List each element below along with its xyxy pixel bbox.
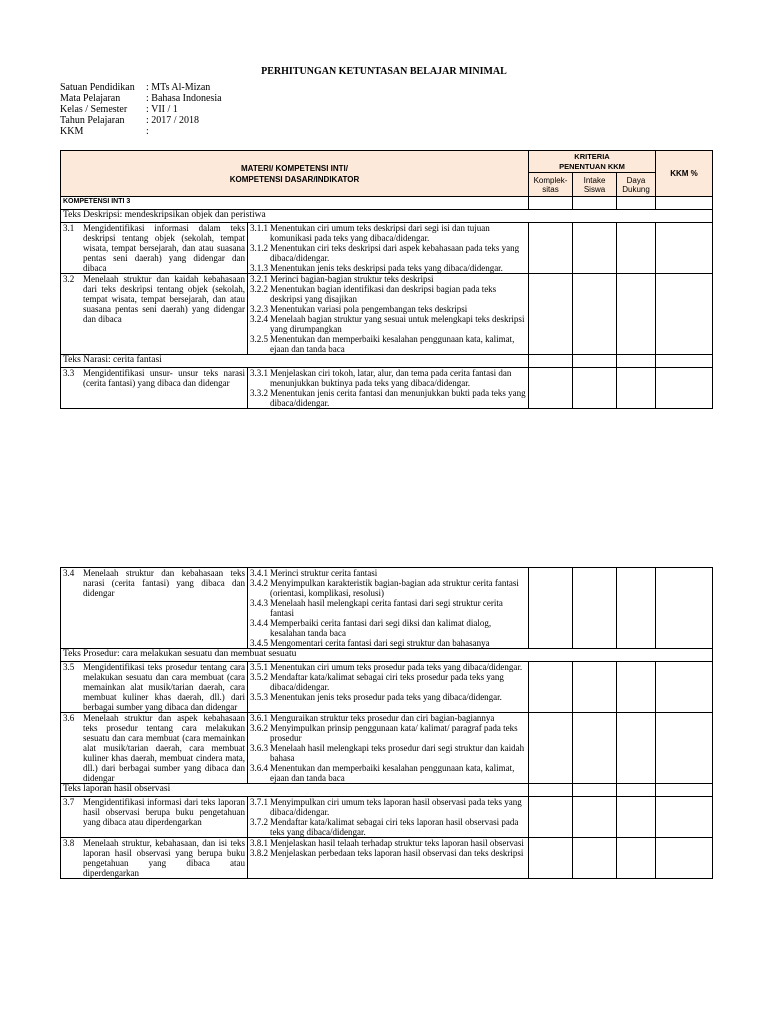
cell — [529, 197, 573, 210]
kd-row-3-2 — [61, 274, 713, 355]
indicator-text: Menjelaskan ciri tokoh, latar, alur, dan tema pada cerita fantasi dan menunjukkan buktinya pada teks yang dibaca/didengar. — [270, 368, 512, 388]
cell — [656, 797, 713, 838]
kd-cell — [61, 797, 248, 838]
indicator-text: Menyimpulkan prinsip penggunaan kata/ kalimat/ paragraf pada teks prosedur — [270, 723, 518, 743]
info-label: Tahun Pelajaran — [60, 115, 125, 126]
cell — [617, 838, 656, 879]
cell — [573, 274, 617, 355]
indicator-text: Menelaah bagian struktur yang sesuai untuk melengkapi teks deskripsi yang dirumpangkan — [270, 314, 525, 334]
kd-number: 3.1 — [63, 223, 75, 233]
indicator-text: Menentukan ciri teks deskripsi dari aspek kebahasaan pada teks yang dibaca/didengar. — [270, 243, 520, 263]
header-materi-line1: MATERI/ KOMPETENSI INTI/ — [241, 163, 348, 173]
indicator-number: 3.1.3 — [250, 263, 268, 273]
info-value: : 2017 / 2018 — [146, 115, 200, 126]
cell — [617, 568, 656, 649]
cell — [529, 838, 573, 879]
kd-text: Menelaah struktur dan aspek kebahasaan teks prosedur tentang cara melakukan sesuatu dan cara membuat (cara memainkan alat musik/tarian daerah, cara membuat kuliner khas daerah, membuat cindera mata, dll.) dari berbagai sumber yang dibaca dan didengar — [83, 713, 245, 783]
indicator-cell — [248, 274, 529, 355]
indicator-text: Merinci bagian-bagian struktur teks deskripsi — [270, 274, 434, 284]
indicator-number: 3.2.3 — [250, 304, 268, 314]
header-kriteria-line1: KRITERIA — [574, 151, 610, 161]
kd-cell — [61, 662, 248, 713]
cell — [573, 662, 617, 713]
indicator-number: 3.8.1 — [250, 838, 268, 848]
cell — [656, 662, 713, 713]
cell — [617, 355, 656, 368]
kd-number: 3.7 — [63, 797, 75, 807]
header-row — [61, 151, 713, 173]
indicator-number: 3.5.3 — [250, 692, 268, 702]
info-row-satuan — [60, 82, 222, 93]
cell — [656, 223, 713, 274]
indicator-number: 3.8.2 — [250, 848, 268, 858]
cell — [656, 713, 713, 784]
indicator-number: 3.7.2 — [250, 817, 268, 827]
cell — [617, 662, 656, 713]
info-row-mapel — [60, 93, 222, 104]
kd-row-3-8 — [61, 838, 713, 879]
cell — [617, 784, 656, 797]
kd-number: 3.3 — [63, 368, 75, 378]
section-title: Teks Deskripsi: mendeskripsikan objek dan peristiwa — [61, 210, 713, 223]
kkm-table-1 — [60, 150, 713, 409]
indicator-text: Merinci struktur cerita fantasi — [270, 568, 378, 578]
cell — [573, 223, 617, 274]
info-value: : VII / 1 — [146, 104, 178, 115]
cell — [617, 197, 656, 210]
indicator-number: 3.6.4 — [250, 763, 268, 773]
indicator-number: 3.5.1 — [250, 662, 268, 672]
cell — [656, 355, 713, 368]
kd-text: Mengidentifikasi informasi dari teks laporan hasil observasi berupa buku pengetahuan yang dibaca atau diperdengarkan — [83, 797, 245, 827]
indicator-text: Menyimpulkan karakteristik bagian-bagian ada struktur cerita fantasi (orientasi, komplikasi, resolusi) — [270, 578, 519, 598]
cell — [617, 274, 656, 355]
kd-row-3-5 — [61, 662, 713, 713]
section-row — [61, 649, 713, 662]
kd-number: 3.2 — [63, 274, 75, 284]
kkm-table-2 — [60, 567, 713, 879]
indicator-text: Menentukan variasi pola pengembangan teks deskripsi — [270, 304, 468, 314]
kd-text: Mengidentifikasi informasi dalam teks deskripsi tentang objek (sekolah, tempat wisata, tempat bersejarah, dan atau suasana pentas seni daerah) yang didengar dan dibaca — [83, 223, 245, 273]
indicator-text: Memperbaiki cerita fantasi dari segi diksi dan kalimat dialog, kesalahan tanda baca — [270, 618, 492, 638]
indicator-cell — [248, 838, 529, 879]
kd-cell — [61, 713, 248, 784]
cell — [529, 713, 573, 784]
cell — [573, 797, 617, 838]
indicator-number: 3.6.2 — [250, 723, 268, 733]
cell — [529, 368, 573, 409]
kd-row-3-6 — [61, 713, 713, 784]
indicator-number: 3.3.2 — [250, 388, 268, 398]
info-value: : MTs Al-Mizan — [146, 82, 211, 93]
indicator-number: 3.4.5 — [250, 638, 268, 648]
cell — [617, 797, 656, 838]
cell — [573, 713, 617, 784]
page-title: PERHITUNGAN KETUNTASAN BELAJAR MINIMAL — [261, 66, 507, 77]
header-kkm: KKM % — [656, 151, 713, 197]
header-kriteria-line2: PENENTUAN KKM — [559, 161, 625, 171]
header-materi — [61, 151, 529, 197]
kd-cell — [61, 838, 248, 879]
indicator-number: 3.1.2 — [250, 243, 268, 253]
indicator-number: 3.4.1 — [250, 568, 268, 578]
cell — [573, 784, 617, 797]
indicator-cell — [248, 223, 529, 274]
cell — [529, 223, 573, 274]
indicator-number: 3.3.1 — [250, 368, 268, 378]
section-row — [61, 355, 713, 368]
cell — [656, 838, 713, 879]
indicator-number: 3.1.1 — [250, 223, 268, 233]
kd-number: 3.5 — [63, 662, 75, 672]
kd-row-3-1 — [61, 223, 713, 274]
info-row-kkm — [60, 126, 222, 137]
kd-cell — [61, 568, 248, 649]
indicator-text: Mendaftar kata/kalimat sebagai ciri teks laporan hasil observasi pada teks yang dibaca/didengar. — [270, 817, 519, 837]
info-label: Kelas / Semester — [60, 104, 128, 115]
indicator-number: 3.6.3 — [250, 743, 268, 753]
cell — [573, 838, 617, 879]
indicator-text: Menentukan ciri umum teks deskripsi dari segi isi dan tujuan komunikasi pada teks yang dibaca/didengar. — [270, 223, 490, 243]
cell — [617, 368, 656, 409]
section-title: Teks Narasi: cerita fantasi — [61, 355, 529, 368]
cell — [656, 568, 713, 649]
section-title: Teks Prosedur: cara melakukan sesuatu dan membuat sesuatu — [61, 649, 713, 662]
indicator-text: Menelaah hasil melengkapi cerita fantasi dari segi struktur cerita fantasi — [270, 598, 503, 618]
cell — [573, 368, 617, 409]
indicator-number: 3.6.1 — [250, 713, 268, 723]
indicator-text: Menyimpulkan ciri umum teks laporan hasil observasi pada teks yang dibaca/didengar. — [270, 797, 522, 817]
kd-row-3-3 — [61, 368, 713, 409]
kd-number: 3.4 — [63, 568, 75, 578]
indicator-cell — [248, 368, 529, 409]
cell — [573, 355, 617, 368]
kd-text: Menelaah struktur dan kaidah kebahasaan dari teks deskripsi tentang objek (sekolah, tempat wisata, tempat bersejarah, dan atau suasana pentas seni daerah) yang didengar dan dibaca — [83, 274, 245, 324]
indicator-cell — [248, 713, 529, 784]
info-row-tahun — [60, 115, 222, 126]
info-label: Mata Pelajaran — [60, 93, 121, 104]
indicator-text: Menjelaskan hasil telaah terhadap struktur teks laporan hasil observasi — [270, 838, 524, 848]
indicator-number: 3.4.3 — [250, 598, 268, 608]
header-intake: Intake Siswa — [573, 173, 617, 197]
cell — [529, 662, 573, 713]
kd-row-3-4 — [61, 568, 713, 649]
indicator-text: Menentukan jenis teks prosedur pada teks yang dibaca/didengar. — [270, 692, 502, 702]
info-label: KKM — [60, 126, 84, 137]
info-row-kelas — [60, 104, 222, 115]
cell — [656, 274, 713, 355]
kd-text: Mengidentifikasi teks prosedur tentang cara melakukan sesuatu dan cara membuat (cara memainkan alat musik/tarian daerah, cara membuat kuliner khas daerah, dll.) dari berbagai sumber yang dibaca dan didengar — [83, 662, 245, 712]
header-materi-line2: KOMPETENSI DASAR/INDIKATOR — [229, 174, 360, 184]
info-value: : — [146, 126, 149, 137]
header-daya-dukung: Daya Dukung — [617, 173, 656, 197]
ki-row — [61, 197, 713, 210]
cell — [617, 713, 656, 784]
indicator-text: Menjelaskan perbedaan teks laporan hasil observasi dan teks deskripsi — [270, 848, 524, 858]
indicator-number: 3.2.2 — [250, 284, 268, 294]
cell — [529, 784, 573, 797]
kd-text: Mengidentifikasi unsur- unsur teks narasi (cerita fantasi) yang dibaca dan didengar — [83, 368, 245, 388]
kd-cell — [61, 368, 248, 409]
info-value: : Bahasa Indonesia — [146, 93, 222, 104]
indicator-text: Menentukan ciri umum teks prosedur pada teks yang dibaca/didengar. — [270, 662, 523, 672]
indicator-text: Menentukan dan memperbaiki kesalahan penggunaan kata, kalimat, ejaan dan tanda baca — [270, 763, 515, 783]
section-row — [61, 784, 713, 797]
kd-number: 3.6 — [63, 713, 75, 723]
indicator-number: 3.2.1 — [250, 274, 268, 284]
indicator-number: 3.4.2 — [250, 578, 268, 588]
document-info — [60, 82, 222, 137]
indicator-cell — [248, 568, 529, 649]
indicator-text: Menelaah hasil melengkapi teks prosedur dari segi struktur dan kaidah bahasa — [270, 743, 525, 763]
info-label: Satuan Pendidikan — [60, 82, 135, 93]
kd-cell — [61, 223, 248, 274]
indicator-text: Menguraikan struktur teks prosedur dan ciri bagian-bagiannya — [270, 713, 495, 723]
indicator-number: 3.4.4 — [250, 618, 268, 628]
indicator-number: 3.5.2 — [250, 672, 268, 682]
section-title: Teks laporan hasil observasi — [61, 784, 529, 797]
indicator-text: Menentukan jenis teks deskripsi pada teks yang dibaca/didengar. — [270, 263, 503, 273]
cell — [573, 568, 617, 649]
indicator-cell — [248, 662, 529, 713]
indicator-text: Mengomentari cerita fantasi dari segi struktur dan bahasanya — [270, 638, 490, 648]
cell — [617, 223, 656, 274]
indicator-number: 3.2.4 — [250, 314, 268, 324]
indicator-text: Menentukan dan memperbaiki kesalahan penggunaan kata, kalimat, ejaan dan tanda baca — [270, 334, 515, 354]
indicator-text: Mendaftar kata/kalimat sebagai ciri teks prosedur pada teks yang dibaca/didengar. — [270, 672, 504, 692]
cell — [529, 568, 573, 649]
indicator-text: Menentukan jenis cerita fantasi dan menunjukkan bukti pada teks yang dibaca/didengar. — [270, 388, 526, 408]
cell — [573, 197, 617, 210]
kd-text: Menelaah struktur, kebahasaan, dan isi teks laporan hasil observasi yang berupa buku pengetahuan yang dibaca atau diperdengarkan — [83, 838, 245, 878]
indicator-cell — [248, 797, 529, 838]
cell — [656, 784, 713, 797]
cell — [529, 355, 573, 368]
header-kompleksitas: Komplek-sitas — [529, 173, 573, 197]
indicator-number: 3.7.1 — [250, 797, 268, 807]
indicator-number: 3.2.5 — [250, 334, 268, 344]
cell — [529, 797, 573, 838]
section-row — [61, 210, 713, 223]
ki-label: KOMPETENSI INTI 3 — [61, 197, 529, 210]
header-kriteria — [529, 151, 656, 173]
cell — [656, 197, 713, 210]
kd-text: Menelaah struktur dan kebahasaan teks narasi (cerita fantasi) yang dibaca dan didengar — [83, 568, 245, 598]
kd-row-3-7 — [61, 797, 713, 838]
kd-number: 3.8 — [63, 838, 75, 848]
cell — [529, 274, 573, 355]
cell — [656, 368, 713, 409]
kd-cell — [61, 274, 248, 355]
indicator-text: Menentukan bagian identifikasi dan deskripsi bagian pada teks deskripsi yang disajikan — [270, 284, 497, 304]
